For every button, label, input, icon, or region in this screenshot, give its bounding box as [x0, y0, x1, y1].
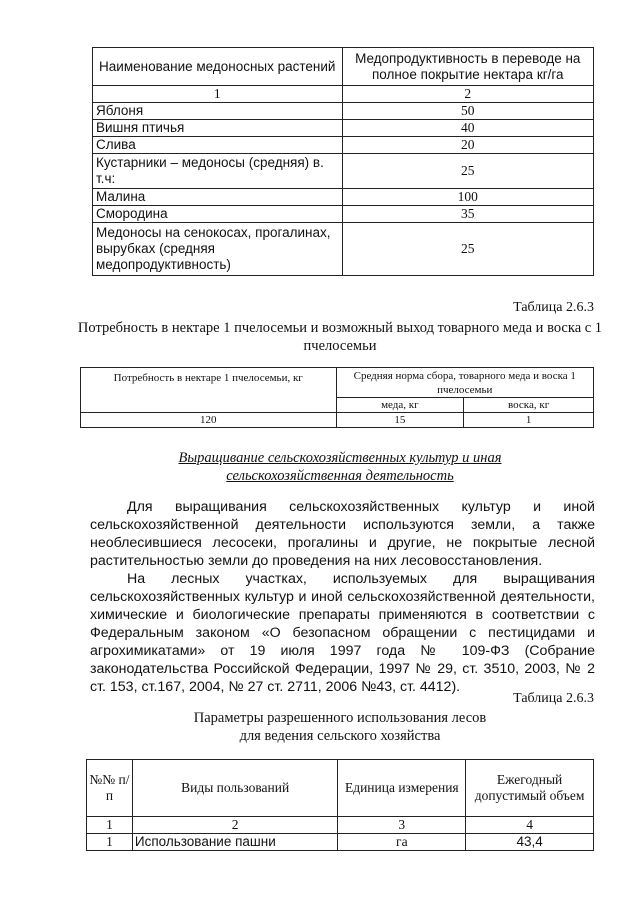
honey-plants-table — [92, 47, 594, 276]
plant-productivity: 100 — [342, 189, 594, 206]
paragraph: Для выращивания сельскохозяйственных культур и иной сельскохозяйственной деятельности используются земли, а также необлесившиеся лесосеки, прогалины и другие, не покрытые лесной растительностью земли до проведения на них лесовосстановления. — [90, 499, 595, 569]
section-title-line: Выращивание сельскохозяйственных культур и иная — [178, 450, 502, 466]
plant-name: Смородина — [93, 206, 343, 223]
table-row — [93, 120, 594, 137]
table3-colnum: 4 — [466, 817, 594, 834]
table-row — [93, 154, 594, 189]
nectar-value: 120 — [81, 413, 337, 428]
row-number: 1 — [87, 834, 133, 851]
paragraph: На лесных участках, используемых для выращивания сельскохозяйственных культур и иной сельскохозяйственной деятельности, химические и биологические препараты применяются в соответствии с Федеральным законом «О безопасном обращении с пестицидами и агрохимикатами» от 19 июля 1997 года № 109-ФЗ (Собрание законодательства Российской Федерации, 1997 № 29, ст. 3510, 2003, № 2 ст. 153, ст.167, 2004, № 27 ст. 2711, 2006 №43, ст. 4412). — [90, 571, 595, 695]
table2-caption: Потребность в нектаре 1 пчелосемьи и возможный выход товарного меда и воска с 1 пчелосемьи — [77, 320, 603, 354]
table2-header-nectar: Потребность в нектаре 1 пчелосемьи, кг — [81, 368, 337, 413]
plant-name: Малина — [93, 189, 343, 206]
table2-subheader-honey: меда, кг — [336, 398, 464, 413]
table-row — [93, 206, 594, 223]
plant-productivity: 35 — [342, 206, 594, 223]
section-title-line: сельскохозяйственная деятельность — [226, 468, 454, 484]
section-title — [90, 449, 590, 485]
table2-subheader-wax: воска, кг — [464, 398, 594, 413]
table1-header-productivity: Медопродуктивность в переводе на полное покрытие нектара кг/га — [342, 48, 594, 86]
table3-caption — [60, 709, 620, 745]
table3-header-unit: Единица измерения — [338, 760, 466, 817]
table1-colnum: 2 — [342, 86, 594, 103]
table3-header-usage: Виды пользований — [132, 760, 338, 817]
table3-header-number: №№ п/п — [87, 760, 133, 817]
plant-productivity: 25 — [342, 154, 594, 189]
table-row — [93, 223, 594, 276]
usage-volume: 43,4 — [466, 834, 594, 851]
table3-caption-line: для ведения сельского хозяйства — [239, 728, 441, 744]
honey-value: 15 — [336, 413, 464, 428]
plant-productivity: 20 — [342, 137, 594, 154]
section-body — [90, 498, 595, 696]
table3-caption-line: Параметры разрешенного использования лесов — [193, 710, 487, 726]
plant-name: Медоносы на сенокосах, прогалинах, вырубках (средняя медопродуктивность) — [93, 223, 343, 276]
forest-use-table — [86, 759, 594, 851]
table-row — [93, 103, 594, 120]
table-row — [87, 834, 594, 851]
plant-name: Вишня птичья — [93, 120, 343, 137]
plant-productivity: 40 — [342, 120, 594, 137]
table2-header-group: Средняя норма сбора, товарного меда и воска 1 пчелосемьи — [336, 368, 594, 398]
table-row — [93, 137, 594, 154]
table1-header-plants: Наименование медоносных растений — [93, 48, 343, 86]
table-row — [93, 189, 594, 206]
table1-colnum: 1 — [93, 86, 343, 103]
table-row — [81, 413, 594, 428]
table2-label: Таблица 2.6.3 — [513, 300, 594, 315]
plant-name: Кустарники – медоносы (средняя) в. т.ч: — [93, 154, 343, 189]
plant-productivity: 25 — [342, 223, 594, 276]
wax-value: 1 — [464, 413, 594, 428]
table3-colnum: 1 — [87, 817, 133, 834]
table3-label: Таблица 2.6.3 — [513, 691, 594, 706]
plant-name: Слива — [93, 137, 343, 154]
nectar-needs-table — [80, 367, 594, 428]
plant-productivity: 50 — [342, 103, 594, 120]
table3-colnum: 2 — [132, 817, 338, 834]
usage-type: Использование пашни — [132, 834, 338, 851]
table3-header-volume: Ежегодный допустимый объем — [466, 760, 594, 817]
plant-name: Яблоня — [93, 103, 343, 120]
usage-unit: га — [338, 834, 466, 851]
table3-colnum: 3 — [338, 817, 466, 834]
